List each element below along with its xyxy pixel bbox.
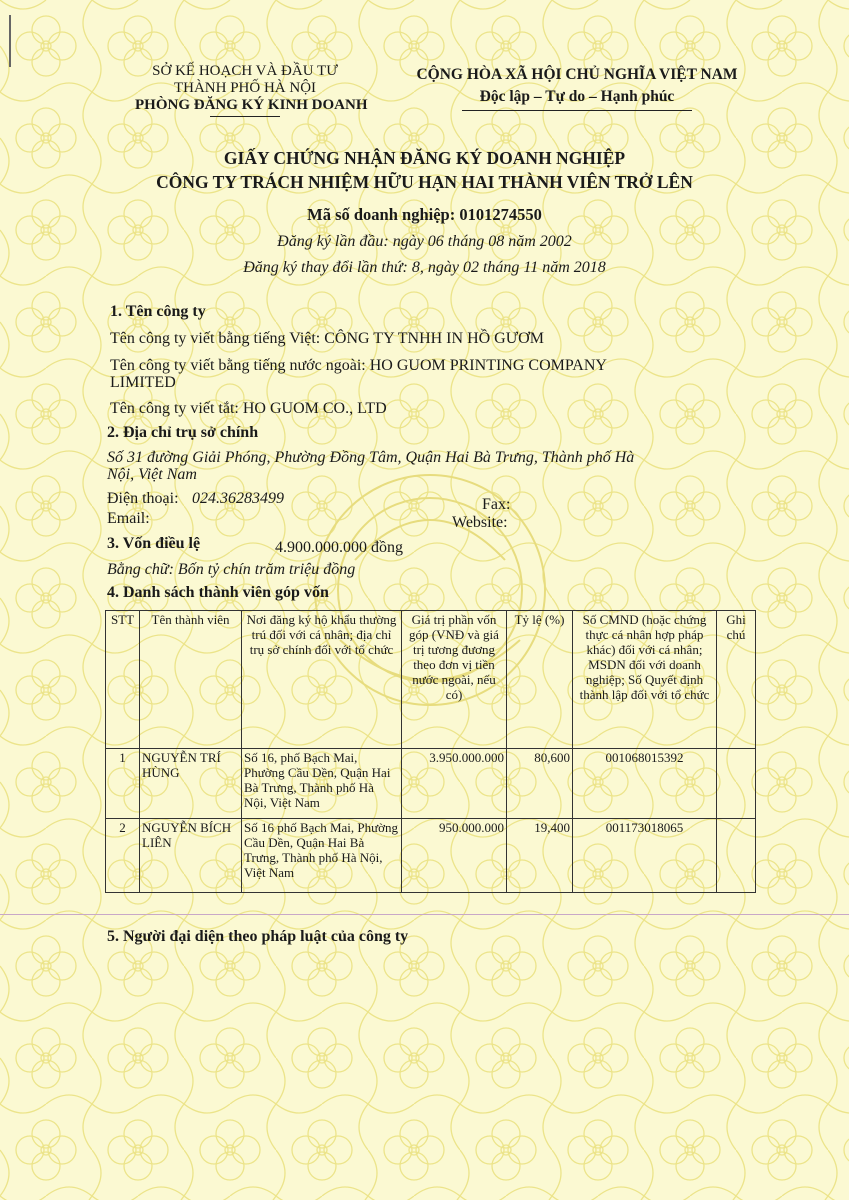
- row2-ratio: 19,400: [507, 819, 573, 893]
- row1-note: [717, 749, 756, 819]
- col-note: Ghi chú: [717, 611, 756, 749]
- row2-name: NGUYỄN BÍCH LIÊN: [140, 819, 242, 893]
- section2-heading: 2. Địa chỉ trụ sở chính: [107, 424, 259, 441]
- enterprise-code: Mã số doanh nghiệp: 0101274550: [307, 205, 542, 224]
- motto: Độc lập – Tự do – Hạnh phúc: [479, 88, 675, 105]
- department-line2: THÀNH PHỐ HÀ NỘI: [173, 80, 317, 96]
- table-header-row: [106, 611, 756, 749]
- email-label: Email:: [107, 510, 150, 527]
- row2-capital: 950.000.000: [402, 819, 507, 893]
- col-stt: STT: [106, 611, 140, 749]
- website-label: Website:: [452, 514, 508, 531]
- section3-heading: 3. Vốn điều lệ: [107, 535, 201, 552]
- scan-edge-mark: [9, 15, 11, 67]
- header-right-underline: [462, 110, 692, 111]
- section1-heading: 1. Tên công ty: [110, 303, 206, 320]
- title-line2: CÔNG TY TRÁCH NHIỆM HỮU HẠN HAI THÀNH VIÊN TRỞ LÊN: [156, 172, 693, 192]
- col-ratio: Tỷ lệ (%): [507, 611, 573, 749]
- section5-heading: 5. Người đại diện theo pháp luật của công ty: [107, 928, 409, 945]
- header-left: [135, 63, 368, 117]
- row2-note: [717, 819, 756, 893]
- col-id-number: Số CMND (hoặc chứng thực cá nhân hợp pháp khác) đối với cá nhân; MSDN đối với doanh nghiệp; Số Quyết định thành lập đối với tổ chức: [573, 611, 717, 749]
- page-divider: [0, 914, 849, 915]
- col-address: Nơi đăng ký hộ khẩu thường trú đối với cá nhân; địa chỉ trụ sở chính đối với tổ chức: [242, 611, 402, 749]
- change-registration: Đăng ký thay đổi lần thứ: 8, ngày 02 tháng 11 năm 2018: [243, 259, 606, 276]
- members-table: [105, 610, 756, 893]
- table-row: [106, 819, 756, 893]
- department-line3: PHÒNG ĐĂNG KÝ KINH DOANH: [135, 97, 368, 113]
- col-capital: Giá trị phần vốn góp (VNĐ và giá trị tương đương theo đơn vị tiền nước ngoài, nếu có): [402, 611, 507, 749]
- first-registration: Đăng ký lần đầu: ngày 06 tháng 08 năm 2002: [277, 233, 572, 250]
- address-line1: Số 31 đường Giải Phóng, Phường Đồng Tâm, Quận Hai Bà Trưng, Thành phố Hà: [107, 449, 635, 466]
- row1-ratio: 80,600: [507, 749, 573, 819]
- header-right: [402, 66, 752, 111]
- row1-capital: 3.950.000.000: [402, 749, 507, 819]
- title-line1: GIẤY CHỨNG NHẬN ĐĂNG KÝ DOANH NGHIỆP: [223, 148, 626, 168]
- row1-name: NGUYỄN TRÍ HÙNG: [140, 749, 242, 819]
- section4-heading: 4. Danh sách thành viên góp vốn: [107, 584, 329, 601]
- fax-label: Fax:: [482, 496, 511, 513]
- company-name-foreign-line2: LIMITED: [110, 374, 176, 391]
- row2-id: 001173018065: [573, 819, 717, 893]
- phone-label: Điện thoại:: [107, 490, 179, 507]
- phone-value: 024.36283499: [192, 490, 284, 507]
- document-title: [0, 146, 849, 194]
- table-row: [106, 749, 756, 819]
- row2-address: Số 16 phố Bạch Mai, Phường Cầu Dền, Quận Hai Bà Trưng, Thành phố Hà Nội, Việt Nam: [242, 819, 402, 893]
- department-line1: SỞ KẾ HOẠCH VÀ ĐẦU TƯ: [152, 63, 338, 79]
- company-name-vn: Tên công ty viết bằng tiếng Việt: CÔNG TY TNHH IN HỒ GƯƠM: [110, 330, 544, 347]
- row1-stt: 1: [106, 749, 140, 819]
- charter-capital-in-words: Bằng chữ: Bốn tỷ chín trăm triệu đồng: [107, 561, 356, 578]
- company-name-foreign-line1: Tên công ty viết bằng tiếng nước ngoài: HO GUOM PRINTING COMPANY: [110, 357, 607, 374]
- address-line2: Nội, Việt Nam: [107, 466, 197, 483]
- row2-stt: 2: [106, 819, 140, 893]
- row1-address: Số 16, phố Bạch Mai, Phường Cầu Dền, Quận Hai Bà Trưng, Thành phố Hà Nội, Việt Nam: [242, 749, 402, 819]
- row1-id: 001068015392: [573, 749, 717, 819]
- country-name: CỘNG HÒA XÃ HỘI CHỦ NGHĨA VIỆT NAM: [416, 66, 738, 83]
- charter-capital-amount: 4.900.000.000 đồng: [275, 539, 403, 556]
- col-member-name: Tên thành viên: [140, 611, 242, 749]
- header-left-underline: [210, 116, 280, 117]
- company-short-name: Tên công ty viết tắt: HO GUOM CO., LTD: [110, 400, 387, 417]
